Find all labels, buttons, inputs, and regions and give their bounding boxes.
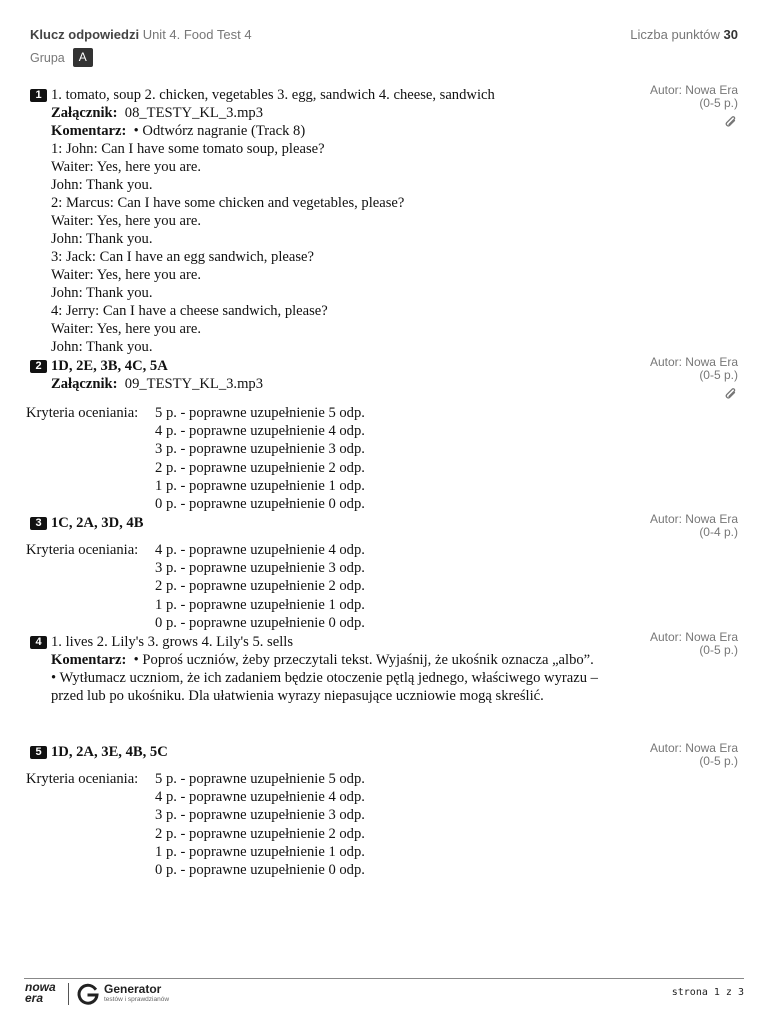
logo-separator <box>68 983 69 1005</box>
generator-logo-icon <box>76 982 100 1006</box>
criteria-line: 0 p. - poprawne uzupełnienie 0 odp. <box>155 614 365 631</box>
points-range: (0-5 p.) <box>699 96 738 110</box>
criteria-line: 3 p. - poprawne uzupełnienie 3 odp. <box>155 560 365 577</box>
points-range: (0-5 p.) <box>699 754 738 768</box>
criteria-line: 5 p. - poprawne uzupełnienie 5 odp. <box>155 405 365 421</box>
points-total <box>630 27 738 42</box>
comment-line: Waiter: Yes, here you are. <box>51 213 201 229</box>
criteria-line: 2 p. - poprawne uzupełnienie 2 odp. <box>155 825 365 842</box>
task-2 <box>30 357 620 393</box>
criteria-line: 3 p. - poprawne uzupełnienie 3 odp. <box>155 441 365 458</box>
group-indicator <box>30 48 93 67</box>
nowa-era-logo <box>25 982 56 1004</box>
task-answer: 1D, 2E, 3B, 4C, 5A <box>51 358 168 374</box>
author: Autor: Nowa Era <box>649 512 738 526</box>
generator-logo <box>104 983 169 1004</box>
criteria-line: 0 p. - poprawne uzupełnienie 0 odp. <box>155 496 365 513</box>
group-badge: A <box>73 48 93 67</box>
criteria-line: 3 p. - poprawne uzupełnienie 3 odp. <box>155 807 365 824</box>
task-1 <box>30 86 620 356</box>
task-number: 1 <box>30 89 47 102</box>
task-number: 3 <box>30 517 47 530</box>
task-5 <box>30 743 620 761</box>
comment-label: Komentarz: <box>51 652 127 668</box>
criteria-line: 2 p. - poprawne uzupełnienie 2 odp. <box>155 578 365 595</box>
task-number: 4 <box>30 636 47 649</box>
generator-subtitle: testów i sprawdzianów <box>104 996 170 1003</box>
comment-line: • Wytłumacz uczniom, że ich zadaniem będzie otoczenie pętlą jednego, właściwego wyrazu – przed lub po ukośniku. Dla ułatwienia wyrazy niepasujące uczniowie mogą skreślić. <box>51 670 598 704</box>
logo-era-text: era <box>25 991 44 1005</box>
author: Autor: Nowa Era <box>649 355 738 369</box>
footer-divider <box>24 978 744 979</box>
comment-label: Komentarz: <box>51 123 127 139</box>
task-4-meta <box>650 631 738 657</box>
task-5-meta <box>650 742 738 768</box>
criteria-label: Kryteria oceniania: <box>26 405 139 421</box>
criteria-line: 1 p. - poprawne uzupełnienie 1 odp. <box>155 477 365 494</box>
criteria-line: 4 p. - poprawne uzupełnienie 4 odp. <box>155 542 365 558</box>
task-answer: 1. tomato, soup 2. chicken, vegetables 3. egg, sandwich 4. cheese, sandwich <box>51 87 495 103</box>
task-3 <box>30 514 620 532</box>
comment-line: Waiter: Yes, here you are. <box>51 321 201 337</box>
criteria-line: 4 p. - poprawne uzupełnienie 4 odp. <box>155 789 365 806</box>
comment-line: 2: Marcus: Can I have some chicken and vegetables, please? <box>51 195 405 211</box>
task-4 <box>30 633 610 705</box>
criteria-line: 2 p. - poprawne uzupełnienie 2 odp. <box>155 459 365 476</box>
comment-line: 1: John: Can I have some tomato soup, please? <box>51 141 325 157</box>
task-number: 5 <box>30 746 47 759</box>
attachment-label: Załącznik: <box>51 105 118 121</box>
comment-line: John: Thank you. <box>51 285 153 301</box>
comment-line: Waiter: Yes, here you are. <box>51 267 201 283</box>
paperclip-icon[interactable] <box>724 114 738 130</box>
criteria-label: Kryteria oceniania: <box>26 542 139 558</box>
author: Autor: Nowa Era <box>649 741 738 755</box>
task-3-meta <box>650 513 738 539</box>
logo-nowa-text: nowa <box>25 980 56 994</box>
title-rest: Unit 4. Food Test 4 <box>142 27 252 42</box>
task-2-meta <box>650 356 738 402</box>
paperclip-icon[interactable] <box>724 386 738 402</box>
comment-line: 4: Jerry: Can I have a cheese sandwich, please? <box>51 303 328 319</box>
points-range: (0-4 p.) <box>699 525 738 539</box>
page-number: strona 1 z 3 <box>671 987 744 998</box>
group-label: Grupa <box>30 50 65 65</box>
points-label: Liczba punktów <box>630 27 720 42</box>
criteria-line: 1 p. - poprawne uzupełnienie 1 odp. <box>155 843 365 860</box>
attachment-file[interactable]: 09_TESTY_KL_3.mp3 <box>124 376 264 392</box>
attachment-label: Załącznik: <box>51 376 118 392</box>
author: Autor: Nowa Era <box>649 83 738 97</box>
task-answer: 1. lives 2. Lily's 3. grows 4. Lily's 5. sells <box>51 634 294 650</box>
task-answer: 1C, 2A, 3D, 4B <box>51 515 144 531</box>
points-range: (0-5 p.) <box>699 368 738 382</box>
task-1-meta <box>650 84 738 130</box>
points-range: (0-5 p.) <box>699 643 738 657</box>
generator-title: Generator <box>104 982 162 996</box>
comment-line: John: Thank you. <box>51 339 153 355</box>
comment-line: • Poproś uczniów, żeby przeczytali tekst. Wyjaśnij, że ukośnik oznacza „albo”. <box>133 652 594 668</box>
criteria-line: 0 p. - poprawne uzupełnienie 0 odp. <box>155 862 365 879</box>
author: Autor: Nowa Era <box>649 630 738 644</box>
document-title <box>30 27 252 42</box>
criteria-line: 1 p. - poprawne uzupełnienie 1 odp. <box>155 596 365 613</box>
comment-line: 3: Jack: Can I have an egg sandwich, please? <box>51 249 314 265</box>
comment-line: • Odtwórz nagranie (Track 8) <box>133 123 306 139</box>
task-number: 2 <box>30 360 47 373</box>
attachment-file[interactable]: 08_TESTY_KL_3.mp3 <box>124 105 264 121</box>
comment-line: John: Thank you. <box>51 231 153 247</box>
criteria-label: Kryteria oceniania: <box>26 771 139 787</box>
comment-line: Waiter: Yes, here you are. <box>51 159 201 175</box>
task-answer: 1D, 2A, 3E, 4B, 5C <box>51 744 168 760</box>
title-bold: Klucz odpowiedzi <box>30 27 140 42</box>
points-value: 30 <box>723 27 738 42</box>
criteria-line: 5 p. - poprawne uzupełnienie 5 odp. <box>155 771 365 787</box>
criteria-line: 4 p. - poprawne uzupełnienie 4 odp. <box>155 423 365 440</box>
comment-line: John: Thank you. <box>51 177 153 193</box>
